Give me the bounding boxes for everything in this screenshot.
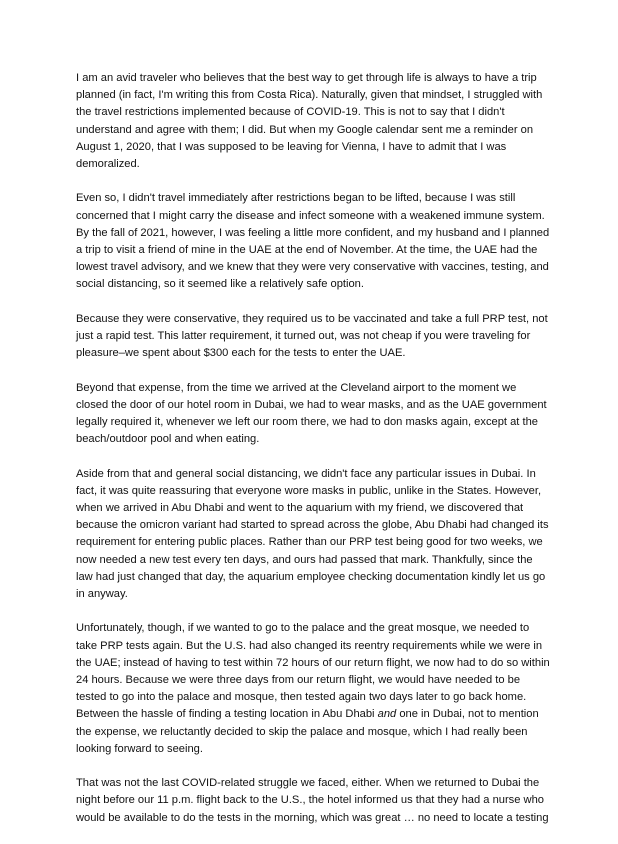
text-line: the travel restrictions implemented because of COVID-19. This is not to say that I didn't — [76, 106, 505, 119]
text-line: I am an avid traveler who believes that the best way to get through life is always to have a trip — [76, 72, 537, 84]
text-line: night before our 11 p.m. flight back to the U.S., the hotel informed us that they had a nurse who — [76, 794, 544, 807]
text-segment: Between the hassle of finding a testing location in Abu Dhabi — [76, 708, 378, 721]
text-line: law had just changed that day, the aquarium employee checking documentation kindly let us go — [76, 570, 546, 583]
text-line: concerned that I might carry the disease and infect someone with a weakened immune system. — [76, 209, 545, 222]
text-line: legally required it, whenever we left our room there, we had to don masks again, except at the — [76, 416, 538, 429]
text-line: fact, it was quite reassuring that everyone wore masks in public, unlike in the States. However, — [76, 484, 542, 497]
text-line: Beyond that expense, from the time we arrived at the Cleveland airport to the moment we — [76, 381, 517, 394]
text-line: tested to go into the palace and mosque, then tested again two days later to go back home. — [76, 691, 527, 704]
text-line: Even so, I didn't travel immediately after restrictions began to be lifted, because I was still — [76, 192, 516, 205]
text-line: Unfortunately, though, if we wanted to go to the palace and the great mosque, we needed to — [76, 622, 530, 635]
text-line: pleasure–we spent about $300 each for the tests to enter the UAE. — [76, 347, 406, 360]
document-body — [76, 70, 548, 844]
paragraph — [76, 466, 548, 604]
text-line: understand and agree with them; I did. But when my Google calendar sent me a reminder on — [76, 123, 534, 136]
text-line: requirement for entering public places. Rather than our PRP test being good for two weeks, we — [76, 536, 543, 549]
text-line: a trip to visit a friend of mine in the UAE at the end of November. At the time, the UAE had the — [76, 244, 538, 257]
paragraph — [76, 311, 548, 363]
text-line: closed the door of our hotel room in Dubai, we had to wear masks, and as the UAE government — [76, 398, 547, 411]
text-line: social distancing, so it seemed like a relatively safe option. — [76, 278, 364, 291]
text-line: Because they were conservative, they required us to be vaccinated and take a full PRP test, not — [76, 312, 548, 325]
text-line: because the omicron variant had started to spread across the globe, Abu Dhabi had changed its — [76, 519, 549, 532]
paragraph — [76, 620, 548, 758]
text-line: in anyway. — [76, 588, 128, 601]
paragraph — [76, 775, 548, 827]
text-line: lowest travel advisory, and we knew that they were very conservative with vaccines, testing, and — [76, 261, 549, 274]
text-line — [76, 706, 548, 723]
text-line: Aside from that and general social distancing, we didn't face any particular issues in Dubai. In — [76, 467, 536, 480]
text-line: the UAE; instead of having to test within 72 hours of our return flight, we now had to do so within — [76, 656, 550, 669]
text-line: just a rapid test. This latter requirement, it turned out, was not cheap if you were traveling for — [76, 330, 531, 343]
text-line: would be available to do the tests in the morning, which was great … no need to locate a testing — [76, 811, 549, 824]
text-line: take PRP tests again. But the U.S. had also changed its reentry requirements while we were in — [76, 639, 543, 652]
emphasized-text: and — [377, 708, 397, 721]
text-line: By the fall of 2021, however, I was feeling a little more confident, and my husband and I planned — [76, 226, 550, 239]
text-line: beach/outdoor pool and when eating. — [76, 433, 260, 446]
paragraph — [76, 70, 548, 173]
paragraph — [76, 380, 548, 449]
text-line: when we arrived in Abu Dhabi and went to the aquarium with my friend, we discovered that — [76, 502, 524, 515]
text-segment: one in Dubai, not to mention — [396, 708, 539, 721]
text-line: planned (in fact, I'm writing this from Costa Rica). Naturally, given that mindset, I struggled with — [76, 89, 543, 102]
text-line: the expense, we reluctantly decided to skip the palace and mosque, which I had really been — [76, 725, 528, 738]
text-line: demoralized. — [76, 158, 140, 171]
text-line: 24 hours. Because we were three days from our return flight, we would have needed to be — [76, 674, 521, 687]
text-line: looking forward to seeing. — [76, 742, 203, 755]
paragraph — [76, 190, 548, 293]
text-line: That was not the last COVID-related struggle we faced, either. When we returned to Dubai the — [76, 777, 540, 790]
text-line: now needed a new test every ten days, and ours had passed that mark. Thankfully, since the — [76, 553, 533, 566]
text-line: August 1, 2020, that I was supposed to be leaving for Vienna, I have to admit that I was — [76, 140, 507, 153]
